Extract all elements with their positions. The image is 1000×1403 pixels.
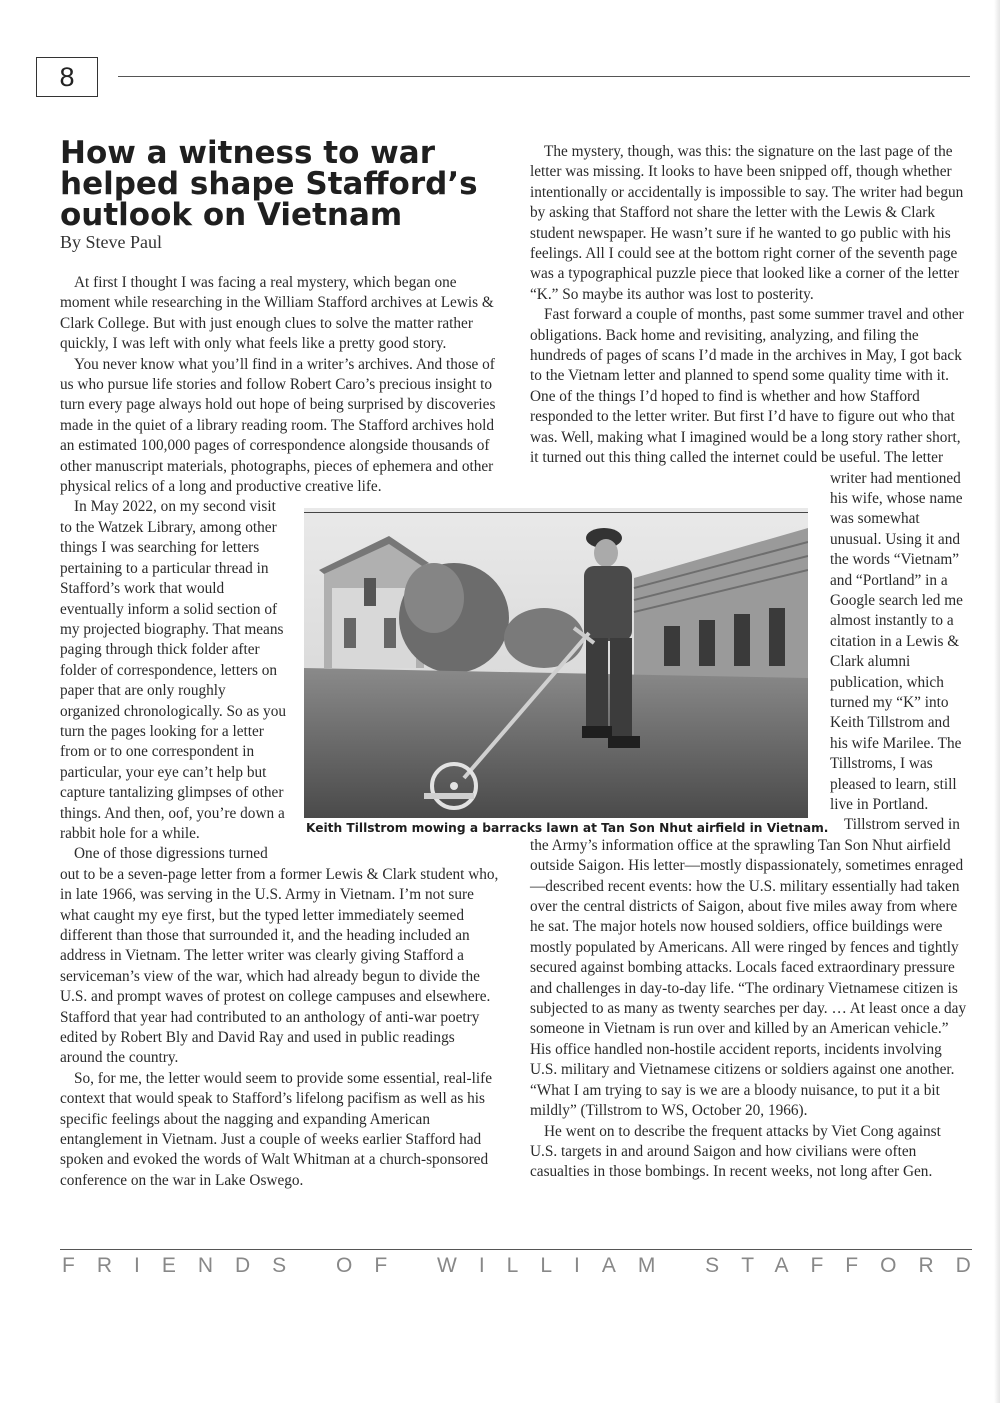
paragraph: So, for me, the letter would seem to provide some essential, real-life context that would speak to Stafford’s lifelong pacifism as well as his specific feelings about the nagging and expanding American entanglement in Vietnam. Just a couple of weeks earlier Stafford had spoken and evoked the words of Walt Whitman at a church-sponsored conference on the war in Lake Oswego. <box>60 1069 492 1189</box>
paragraph: You never know what you’ll find in a writer’s archives. And those of us who pursue life stories and follow Robert Caro’s precious insight to turn every page always hold out hope of being surprised by discoveries made in the quiet of a library reading room. The Stafford archives hold an estimated 100,000 pages of correspondence alongside thousands of other manuscript materials, photographs, pieces of ephemera and other physical relics of a long and productive creative life. <box>60 355 496 496</box>
publication-footer: FRIENDS OF WILLIAM STAFFORD <box>62 1254 993 1277</box>
article-title: How a witness to war helped shape Stafford’s outlook on Vietnam <box>60 135 478 233</box>
photo-caption: Keith Tillstrom mowing a barracks lawn at Tan Son Nhut airfield in Vietnam. <box>306 821 829 835</box>
header-rule <box>118 76 970 77</box>
photo-top-rule <box>304 512 808 513</box>
paragraph: Fast forward a couple of months, past some summer travel and other obligations. Back home and revisiting, analyzing, and filing the hundreds of pages of scans I’d made in the archives in May, I got back to the Vietnam letter and planned to spend some quality time with it. One of the things I’d hoped to find is whether and how Stafford responded to the letter writer. But first I’d have to figure out who that was. Well, making what I imagined would be a long story rather short, it turned out this thing called the internet could be useful. The letter writer had mentioned his wife, whose name was somewhat unusual. Using it and the words “Vietnam” and “Portland” in a Google search led me almost instantly to a citation in a Lewis & Clark alumni publication, which turned my “K” into Keith Tillstrom and his wife Marilee. The Tillstroms, I was pleased to learn, still live in Portland. <box>530 306 964 813</box>
paragraph: Tillstrom served in the Army’s information office at the sprawling Tan Son Nhut airfield outside Saigon. His letter—mostly dispassionately, sometimes enraged—described recent events: how the U.S. military essentially had taken over the central districts of Saigon, about five miles away from where he sat. The major hotels now housed soldiers, office buildings were mostly populated by Americans. All were ringed by fences and tightly secured against bombing attacks. Locals faced extraordinary pressure and challenges in day-to-day life. “The ordinary Vietnamese citizen is subjected to as many as twenty searches per day. … At least once a day someone in Vietnam is run over and killed by an American vehicle.” His office handled non-hostile accident reports, incidents involving U.S. military and Vietnamese citizens or soldiers against one another. “What I am trying to say is we are a bloody nuisance, to put it a bit mildly” (Tillstrom to WS, October 20, 1966). <box>530 816 967 1120</box>
scan-edge <box>994 0 1000 1403</box>
paragraph: He went on to describe the frequent attacks by Viet Cong against U.S. targets in and around Saigon and how civilians were often casualties in those bombings. In recent weeks, not long after Gen. <box>530 1122 941 1181</box>
paragraph: In May 2022, on my second visit to the Watzek Library, among other things I was searching for letters pertaining to a particular thread in Stafford’s work that would eventually inform a solid section of my projected biography. That means paging through thick folder after folder of correspondence, letters on paper that are only roughly organized chronologically. So as you turn the pages looking for a letter from or to one correspondent in particular, your eye can’t help but capture tantalizing glimpses of other things. And then, oof, you’re down a rabbit hole for a while. <box>60 498 287 842</box>
article-photo <box>304 508 808 818</box>
paragraph: One of those digressions turned out to be a seven-page letter from a former Lewis & Clark student who, in late 1966, was serving in the U.S. Army in Vietnam. I’m not sure what caught my eye first, but the typed letter immediately seemed different than those that surrounded it, and the heading included an address in Vietnam. The letter writer was clearly giving Stafford a serviceman’s view of the war, which had already begun to divide the U.S. and prompt waves of protest on college campuses and elsewhere. Stafford that year had contributed to an anthology of anti-war poetry edited by Robert Bly and David Ray and used in public readings around the country. <box>60 845 499 1067</box>
paragraph: At first I thought I was facing a real mystery, which began one moment while researching in the William Stafford archives at Lewis & Clark College. But with just enough clues to solve the matter rather quickly, I was left with only what feels like a pretty good story. <box>60 274 494 353</box>
paragraph: The mystery, though, was this: the signature on the last page of the letter was missing. It looks to have been snipped off, though whether intentionally or accidentally is impossible to say. The writer had begun by asking that Stafford not share the letter with the Lewis & Clark student newspaper. He wasn’t sure if he wanted to go public with his feelings. All I could see at the bottom right corner of the seventh page was a typographical puzzle piece that looked like a corner of the letter “K.” So maybe its author was lost to posterity. <box>530 143 964 303</box>
article-byline: By Steve Paul <box>60 232 162 252</box>
footer-rule <box>60 1249 972 1250</box>
page-number: 8 <box>36 57 98 97</box>
